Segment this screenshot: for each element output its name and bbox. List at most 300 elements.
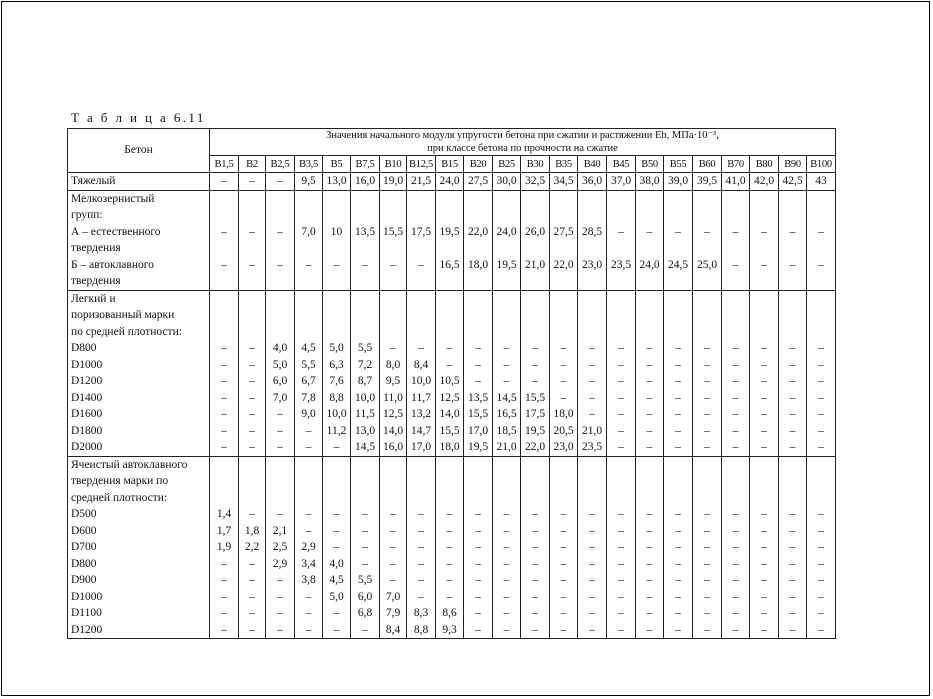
modulus-value: – <box>333 508 340 520</box>
modulus-value: 17,0 <box>467 424 489 437</box>
modulus-value-cell <box>266 290 295 456</box>
modulus-value: – <box>532 607 538 619</box>
modulus-value: 17,5 <box>524 408 546 420</box>
modulus-value-cell <box>295 290 323 456</box>
class-header: B7,5 <box>351 156 380 173</box>
modulus-value: – <box>818 607 824 619</box>
modulus-value: 22,0 <box>553 258 574 271</box>
modulus-value <box>464 324 492 341</box>
modulus-value <box>779 207 806 224</box>
modulus-value: – <box>732 508 739 520</box>
modulus-value <box>807 207 835 224</box>
modulus-value <box>407 273 435 290</box>
modulus-value: – <box>761 590 767 603</box>
modulus-value: – <box>249 342 255 354</box>
modulus-value <box>407 457 435 474</box>
modulus-value: – <box>418 574 424 586</box>
modulus-value <box>493 291 520 308</box>
modulus-value <box>779 291 806 308</box>
modulus-value <box>239 291 265 308</box>
modulus-value: – <box>589 358 595 371</box>
modulus-value-cell <box>807 190 836 290</box>
modulus-value: – <box>418 258 424 271</box>
modulus-value: – <box>646 358 653 371</box>
concrete-type-label: твердения <box>71 275 121 287</box>
modulus-value <box>295 473 322 490</box>
modulus-value: – <box>789 524 796 537</box>
modulus-value: 14,0 <box>439 408 460 420</box>
modulus-value: 6,0 <box>357 590 373 603</box>
modulus-value <box>550 457 577 474</box>
modulus-value <box>750 490 778 507</box>
modulus-value <box>607 291 635 308</box>
modulus-value: 10,5 <box>439 375 460 387</box>
modulus-value: 1,8 <box>244 524 260 537</box>
modulus-value: – <box>446 574 453 586</box>
modulus-value <box>295 273 322 290</box>
modulus-value: – <box>704 424 710 437</box>
modulus-value <box>693 191 721 208</box>
modulus-value: 19,5 <box>524 424 546 437</box>
modulus-value: – <box>503 508 510 520</box>
modulus-value: 8,4 <box>413 358 429 371</box>
modulus-value: 4,0 <box>272 342 288 354</box>
modulus-value-cell <box>521 173 550 191</box>
modulus-value: 8,8 <box>329 391 344 404</box>
modulus-value-cell <box>266 173 295 191</box>
modulus-value <box>351 324 379 341</box>
modulus-value: 12,5 <box>439 391 460 404</box>
modulus-value-cell <box>693 190 722 290</box>
modulus-value <box>693 490 721 507</box>
modulus-value-cell <box>380 173 407 191</box>
modulus-value: 18,0 <box>439 441 460 453</box>
modulus-value: – <box>221 574 227 586</box>
modulus-value <box>351 457 379 474</box>
modulus-value: – <box>761 508 767 520</box>
modulus-value <box>779 457 806 474</box>
modulus-value: 42,0 <box>753 175 775 187</box>
modulus-value <box>380 490 406 507</box>
modulus-value: – <box>221 342 227 354</box>
modulus-value: – <box>789 574 796 586</box>
modulus-value <box>323 490 350 507</box>
modulus-value: – <box>761 424 767 437</box>
modulus-value: – <box>362 524 368 537</box>
modulus-value <box>493 473 520 490</box>
modulus-value: – <box>618 424 624 437</box>
modulus-value: – <box>249 424 255 437</box>
modulus-value: – <box>305 524 312 537</box>
modulus-value <box>521 307 549 324</box>
modulus-value: – <box>675 574 681 586</box>
modulus-value <box>464 473 492 490</box>
table-caption: Т а б л и ц а 6.11 <box>71 110 206 125</box>
modulus-value: – <box>560 623 567 636</box>
modulus-value-cell <box>607 190 636 290</box>
modulus-value: – <box>589 623 595 636</box>
modulus-value: 36,0 <box>581 175 603 187</box>
modulus-value: – <box>305 590 312 603</box>
modulus-value: – <box>277 408 283 420</box>
modulus-value <box>664 240 692 257</box>
modulus-value: – <box>789 623 796 636</box>
modulus-value <box>351 291 379 308</box>
modulus-value <box>210 207 238 224</box>
concrete-type-label: D1000 <box>71 358 103 371</box>
modulus-value: – <box>333 441 340 453</box>
modulus-value: – <box>761 258 767 271</box>
modulus-value <box>607 207 635 224</box>
modulus-value <box>493 273 520 290</box>
modulus-value-cell <box>493 173 521 191</box>
modulus-value: 14,5 <box>496 391 517 404</box>
modulus-value: 16,0 <box>354 175 376 187</box>
modulus-value: – <box>560 508 567 520</box>
modulus-value <box>323 324 350 341</box>
modulus-value: – <box>646 441 653 453</box>
modulus-value <box>550 207 577 224</box>
modulus-value: 7,2 <box>357 358 373 371</box>
modulus-value: – <box>675 541 681 553</box>
modulus-value <box>266 490 294 507</box>
concrete-type-label: твердения <box>71 242 121 254</box>
modulus-value <box>464 291 492 308</box>
modulus-value: – <box>560 574 567 586</box>
class-header: B10 <box>380 156 407 173</box>
modulus-value: 1,9 <box>216 541 232 553</box>
modulus-value: – <box>818 623 824 636</box>
modulus-value: – <box>675 508 681 520</box>
modulus-value: – <box>675 441 681 453</box>
modulus-value <box>323 240 350 257</box>
modulus-value: – <box>418 342 424 354</box>
modulus-value <box>521 324 549 341</box>
modulus-value: – <box>818 508 824 520</box>
modulus-value: – <box>221 424 227 437</box>
modulus-value <box>323 457 350 474</box>
modulus-value: – <box>732 358 739 371</box>
modulus-value-cell <box>607 290 636 456</box>
modulus-value: – <box>618 574 624 586</box>
modulus-value <box>323 473 350 490</box>
modulus-value-cell <box>436 290 464 456</box>
modulus-value: – <box>249 623 255 636</box>
modulus-value-cell <box>578 290 607 456</box>
modulus-value <box>407 207 435 224</box>
modulus-value: – <box>221 557 227 570</box>
modulus-value <box>210 191 238 208</box>
modulus-value-cell <box>493 190 521 290</box>
modulus-value <box>493 207 520 224</box>
concrete-type-label: средней плотности: <box>71 491 168 504</box>
modulus-value: – <box>789 375 796 387</box>
concrete-type-label: поризованный марки <box>71 309 175 321</box>
modulus-value: – <box>277 623 283 636</box>
modulus-value: – <box>618 623 624 636</box>
modulus-value: – <box>704 408 710 420</box>
modulus-value-cell <box>578 173 607 191</box>
modulus-value: – <box>249 574 255 586</box>
modulus-value: 2,1 <box>272 524 288 537</box>
modulus-value-cell <box>380 190 407 290</box>
modulus-value: 19,0 <box>382 175 404 187</box>
modulus-value: 14,7 <box>410 424 432 437</box>
modulus-value: – <box>333 258 340 271</box>
modulus-value <box>295 240 322 257</box>
modulus-value <box>636 207 663 224</box>
modulus-value: – <box>446 358 453 371</box>
modulus-value-cell <box>550 290 578 456</box>
modulus-value <box>210 473 238 490</box>
modulus-value-cell <box>351 173 380 191</box>
modulus-value <box>722 457 749 474</box>
modulus-value: – <box>560 590 567 603</box>
modulus-value: – <box>646 623 653 636</box>
concrete-type-label: по средней плотности: <box>71 325 182 338</box>
modulus-value: – <box>390 541 396 553</box>
modulus-value-cell <box>807 456 836 639</box>
modulus-value: – <box>732 623 739 636</box>
modulus-value-cell <box>636 290 664 456</box>
modulus-value <box>607 191 635 208</box>
modulus-value <box>436 191 463 208</box>
modulus-value: 43 <box>815 175 827 187</box>
modulus-value-cell <box>351 456 380 639</box>
modulus-value: – <box>503 541 510 553</box>
concrete-type-label: групп: <box>71 209 103 221</box>
modulus-value-cell <box>295 173 323 191</box>
modulus-value <box>210 240 238 257</box>
class-header: B25 <box>493 156 521 173</box>
modulus-value: – <box>475 541 481 553</box>
modulus-value: – <box>503 623 510 636</box>
modulus-value <box>521 291 549 308</box>
modulus-value: – <box>390 342 396 354</box>
modulus-value: – <box>818 391 824 404</box>
modulus-value <box>295 207 322 224</box>
table-row <box>68 456 836 639</box>
modulus-value: 23,5 <box>581 441 603 453</box>
modulus-value: – <box>789 508 796 520</box>
modulus-value: – <box>589 508 595 520</box>
modulus-value: – <box>277 574 283 586</box>
modulus-value: – <box>589 391 595 404</box>
modulus-value: 5,0 <box>329 342 344 354</box>
modulus-value <box>607 307 635 324</box>
modulus-value: – <box>589 375 595 387</box>
modulus-value: – <box>503 574 510 586</box>
modulus-value: – <box>789 358 796 371</box>
modulus-value <box>521 473 549 490</box>
table-row <box>68 190 836 290</box>
modulus-value: 7,9 <box>385 607 401 619</box>
modulus-value: 10,0 <box>326 408 347 420</box>
modulus-value: 14,0 <box>382 424 404 437</box>
modulus-value: 16,5 <box>496 408 517 420</box>
modulus-value: 6,0 <box>272 375 288 387</box>
modulus-value <box>210 273 238 290</box>
concrete-type-label: D600 <box>71 524 97 537</box>
modulus-value: – <box>503 524 510 537</box>
modulus-value: – <box>277 607 283 619</box>
modulus-value: – <box>475 342 481 354</box>
modulus-value: – <box>221 175 227 187</box>
modulus-value: – <box>249 508 255 520</box>
modulus-value <box>722 307 749 324</box>
modulus-value <box>407 240 435 257</box>
modulus-value <box>436 324 463 341</box>
modulus-value: – <box>675 391 681 404</box>
modulus-value <box>779 324 806 341</box>
modulus-value: – <box>675 375 681 387</box>
modulus-value: – <box>732 258 739 271</box>
modulus-value: – <box>732 375 739 387</box>
modulus-value: – <box>732 424 739 437</box>
modulus-value: – <box>305 607 312 619</box>
modulus-value <box>750 207 778 224</box>
modulus-value: – <box>818 424 824 437</box>
modulus-value-cell <box>493 290 521 456</box>
modulus-value-cell <box>464 290 493 456</box>
modulus-value: – <box>333 541 340 553</box>
modulus-value-cell <box>464 173 493 191</box>
modulus-value-cell <box>607 173 636 191</box>
modulus-value: 39,5 <box>696 175 718 187</box>
modulus-value: – <box>732 557 739 570</box>
modulus-value: – <box>618 508 624 520</box>
modulus-value <box>779 191 806 208</box>
concrete-type-label: D1200 <box>71 623 103 636</box>
modulus-value <box>779 273 806 290</box>
modulus-value <box>239 490 265 507</box>
modulus-value <box>266 473 294 490</box>
modulus-value: 17,5 <box>410 225 432 238</box>
class-header: B45 <box>607 156 636 173</box>
concrete-type-cell <box>68 190 210 290</box>
modulus-value <box>550 490 577 507</box>
modulus-value-cell <box>210 190 239 290</box>
modulus-value <box>464 191 492 208</box>
modulus-value: – <box>618 225 624 238</box>
modulus-value <box>521 240 549 257</box>
modulus-value: – <box>789 408 796 420</box>
modulus-value <box>550 240 577 257</box>
modulus-value-cell <box>521 190 550 290</box>
table-row <box>68 290 836 456</box>
modulus-value: 1,7 <box>216 524 232 537</box>
modulus-value <box>266 307 294 324</box>
modulus-value: 15,5 <box>467 408 489 420</box>
modulus-value <box>436 490 463 507</box>
modulus-value: – <box>818 358 824 371</box>
modulus-value <box>750 473 778 490</box>
modulus-value <box>750 191 778 208</box>
modulus-value: – <box>789 441 796 453</box>
modulus-value <box>295 457 322 474</box>
modulus-value: 11,0 <box>383 391 403 404</box>
modulus-value <box>750 324 778 341</box>
modulus-value: – <box>560 541 567 553</box>
modulus-value: – <box>732 225 739 238</box>
modulus-value <box>693 473 721 490</box>
modulus-value <box>750 291 778 308</box>
modulus-value: – <box>789 225 796 238</box>
modulus-value <box>380 457 406 474</box>
modulus-value <box>239 191 265 208</box>
modulus-value <box>693 207 721 224</box>
modulus-value: – <box>761 375 767 387</box>
concrete-type-cell <box>68 456 210 639</box>
modulus-value-cell <box>521 456 550 639</box>
modulus-value <box>436 207 463 224</box>
modulus-value <box>722 273 749 290</box>
modulus-value-cell <box>578 456 607 639</box>
modulus-value: – <box>732 541 739 553</box>
modulus-value: – <box>704 524 710 537</box>
modulus-value: – <box>249 607 255 619</box>
modulus-value <box>436 273 463 290</box>
modulus-value: – <box>277 441 283 453</box>
modulus-value <box>351 490 379 507</box>
modulus-value: – <box>249 225 255 238</box>
modulus-value <box>550 473 577 490</box>
modulus-value: – <box>446 557 453 570</box>
modulus-value: – <box>704 375 710 387</box>
modulus-value: 5,0 <box>272 358 288 371</box>
modulus-value: – <box>789 424 796 437</box>
modulus-value-cell <box>664 290 693 456</box>
modulus-value: 41,0 <box>725 175 746 187</box>
modulus-value: – <box>446 590 453 603</box>
modulus-value <box>407 307 435 324</box>
modulus-value: 8,0 <box>385 358 401 371</box>
modulus-value <box>578 291 606 308</box>
modulus-value-cell <box>210 290 239 456</box>
modulus-value <box>493 307 520 324</box>
modulus-value: – <box>704 508 710 520</box>
modulus-value: 8,8 <box>413 623 429 636</box>
modulus-value <box>722 191 749 208</box>
modulus-value: – <box>446 524 453 537</box>
modulus-value: – <box>560 391 567 404</box>
modulus-value: 17,0 <box>410 441 432 453</box>
modulus-value: 8,3 <box>413 607 429 619</box>
modulus-value <box>550 307 577 324</box>
modulus-value: 11,2 <box>326 424 347 437</box>
modulus-value: – <box>503 607 510 619</box>
modulus-value: 4,5 <box>301 342 316 354</box>
modulus-value: 6,3 <box>329 358 344 371</box>
modulus-value: – <box>560 607 567 619</box>
modulus-value <box>239 473 265 490</box>
class-header: B100 <box>807 156 836 173</box>
modulus-value <box>266 207 294 224</box>
modulus-value <box>693 291 721 308</box>
modulus-value: – <box>675 342 681 354</box>
modulus-value: – <box>789 342 796 354</box>
modulus-value <box>464 207 492 224</box>
modulus-value: – <box>249 358 255 371</box>
modulus-value: – <box>305 623 312 636</box>
modulus-value: – <box>761 541 767 553</box>
modulus-value: – <box>646 508 653 520</box>
modulus-value: – <box>704 541 710 553</box>
concrete-type-label: D2000 <box>71 441 103 453</box>
modulus-value: – <box>532 358 538 371</box>
modulus-value <box>407 324 435 341</box>
modulus-value: – <box>532 375 538 387</box>
